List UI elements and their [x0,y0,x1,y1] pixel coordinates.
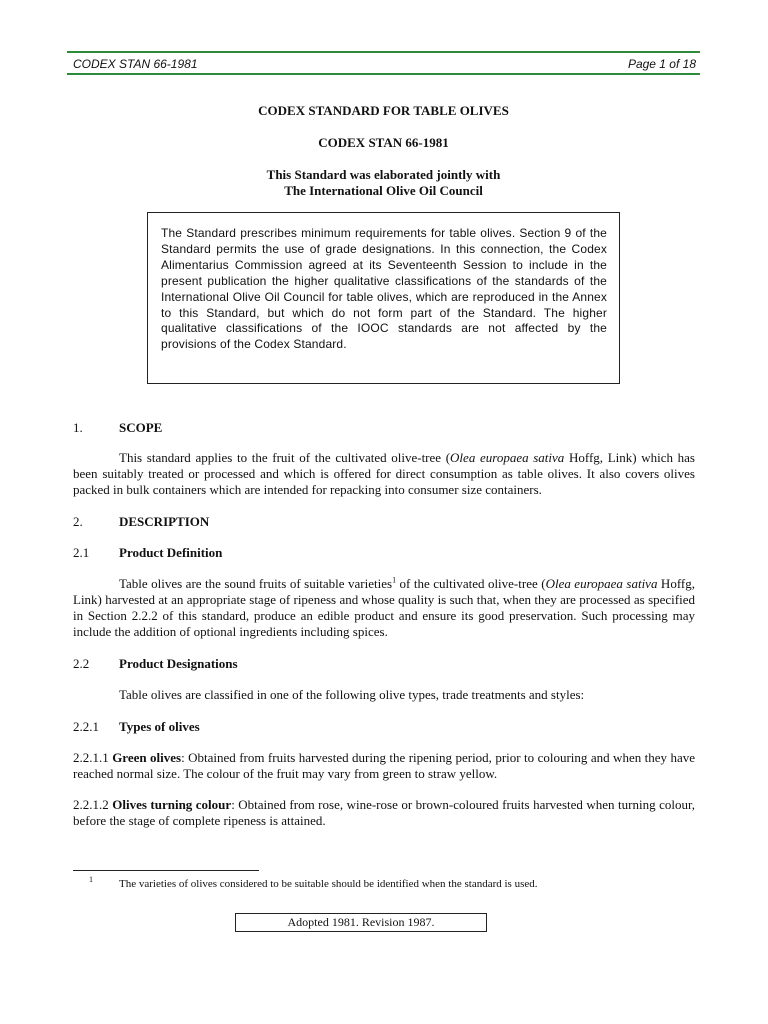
section-2-number: 2. [73,514,83,529]
header-bottom-rule [67,73,700,75]
turning-colour-number: 2.2.1.2 [73,797,109,812]
section-2-2-heading: Product Designations [119,656,238,671]
scope-text-b: Hoffg, Link) which has been suitably treated or processed and which is offered for direct consumption as table olives. It also covers olives packed in bulk containers which are intended for repacking into consumer size containers. [73,450,695,498]
section-2-1-number: 2.1 [73,545,90,560]
definition-paragraph [73,576,695,640]
notice-box [147,212,620,384]
designations-paragraph: Table olives are classified in one of the following olive types, trade treatments and styles: [119,687,585,702]
joint-line-1: This Standard was elaborated jointly with [266,167,501,182]
footnote-text: The varieties of olives considered to be suitable should be identified when the standard is used. [119,878,538,890]
header-top-rule [67,51,700,53]
notice-text: The Standard prescribes minimum requirements for table olives. Section 9 of the Standard permits the use of grade designations. In this connection, the Codex Alimentarius Commission agreed at its Seventeenth Session to include in the present publication the higher qualitative classifications of the standards of the International Olive Oil Council for table olives, which are reproduced in the Annex to this Standard, but which do not form part of the Standard. The higher qualitative classifications of the IOOC standards are not affected by the provisions of the Codex Standard. [161,226,607,352]
section-1-number: 1. [73,420,83,435]
green-olives-term: Green olives [112,750,182,765]
section-2-1-heading: Product Definition [119,545,223,560]
scope-paragraph [73,450,695,498]
scope-text-a: This standard applies to the fruit of the cultivated olive-tree ( [119,450,451,465]
turning-colour-text: : Obtained from rose, wine-rose or brown-coloured fruits harvested when turning colour, before the stage of complete ripeness is attained. [73,797,696,829]
footnote-mark: 1 [89,875,93,884]
turning-colour-term: Olives turning colour [112,797,232,812]
adopted-box: Adopted 1981. Revision 1987. [235,913,487,932]
green-olives-paragraph [73,750,695,782]
header-doc-code: CODEX STAN 66-1981 [73,57,198,71]
green-olives-number: 2.2.1.1 [73,750,109,765]
scope-species: Olea europaea sativa [450,450,565,465]
footnote-rule [73,870,259,871]
footnote-ref: 1 [392,575,397,585]
header-page-number: Page 1 of 18 [627,57,696,71]
definition-text-b: of the cultivated olive-tree ( [396,576,546,591]
definition-species: Olea europaea sativa [545,576,658,591]
section-2-heading: DESCRIPTION [119,514,210,529]
section-2-2-1-number: 2.2.1 [73,719,99,734]
turning-colour-paragraph [73,797,695,829]
joint-line-2: The International Olive Oil Council [284,183,483,198]
definition-text-a: Table olives are the sound fruits of suitable varieties [119,576,393,591]
section-2-2-1-heading: Types of olives [119,719,200,734]
document-code: CODEX STAN 66-1981 [318,135,449,150]
definition-text-c: Hoffg, Link) harvested at an appropriate stage of ripeness and whose quality is such that, when they are processed as specified in Section 2.2.2 of this standard, produce an edible product and ensure its good preservation. Such processing may include the addition of optional ingredients including spices. [73,576,695,640]
green-olives-text: : Obtained from fruits harvested during the ripening period, prior to colouring and when they have reached normal size. The colour of the fruit may vary from green to straw yellow. [73,750,695,782]
section-2-2-number: 2.2 [73,656,90,671]
section-1-heading: SCOPE [119,420,163,435]
document-title: CODEX STANDARD FOR TABLE OLIVES [258,103,509,118]
